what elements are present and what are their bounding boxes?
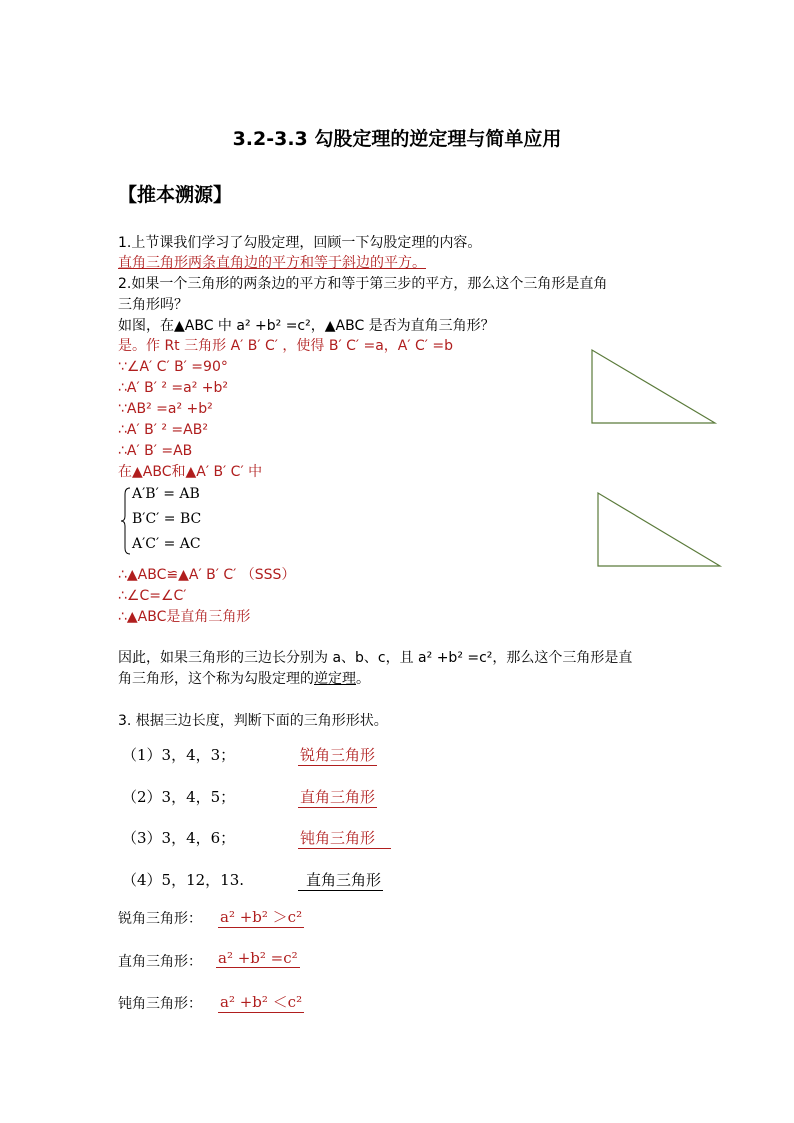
conclusion-text: 角三角形，这个称为勾股定理的 <box>118 671 314 687</box>
section-heading: 【推本溯源】 <box>118 184 233 206</box>
proof-line: ∴A′ B′ =AB <box>118 443 193 459</box>
judge-item-answer: 直角三角形 <box>300 788 376 806</box>
conclusion-line2 <box>118 669 370 689</box>
judge-item-answer: 钝角三角形 <box>298 827 391 849</box>
proof-line: ∴A′ B′ ² =AB² <box>118 422 208 438</box>
q1-text: 1.上节课我们学习了勾股定理，回顾一下勾股定理的内容。 <box>118 235 482 251</box>
proof-line: ∴▲ABC是直角三角形 <box>118 609 251 625</box>
triangle-figure-1 <box>585 345 720 430</box>
rule-formula: a² +b² =c² <box>218 949 298 967</box>
proof-line: ∴A′ B′ ² =a² +b² <box>118 380 229 396</box>
proof-line: ∴▲ABC≌▲A′ B′ C′ （SSS） <box>118 567 296 583</box>
q3-title: 3. 根据三边长度，判断下面的三角形形状。 <box>118 713 388 729</box>
equation-line: B′C′ = BC <box>132 511 202 527</box>
proof-line: ∴∠C=∠C′ <box>118 588 187 604</box>
q2-line1: 2.如果一个三角形的两条边的平方和等于第三步的平方，那么这个三角形是直角 <box>118 276 608 292</box>
q1-answer: 直角三角形两条直角边的平方和等于斜边的平方。 <box>118 255 426 271</box>
proof-line: 在▲ABC和▲A′ B′ C′ 中 <box>118 464 263 480</box>
judge-item-label: （2）3，4，5； <box>122 788 236 806</box>
equation-line: A′B′ = AB <box>132 486 200 502</box>
conclusion-end: 。 <box>356 671 370 687</box>
converse-theorem-term: 逆定理 <box>314 671 356 687</box>
rule-label: 钝角三角形： <box>118 996 202 1012</box>
conclusion-line1: 因此，如果三角形的三边长分别为 a、b、c，且 a² +b² =c²，那么这个三角形是直 <box>118 650 633 666</box>
q2-line3: 如图，在▲ABC 中 a² +b² =c²，▲ABC 是否为直角三角形？ <box>118 318 495 334</box>
rule-formula: a² +b² ＞c² <box>220 908 303 926</box>
rule-formula: a² +b² ＜c² <box>220 993 303 1011</box>
judge-item-label: （4）5，12，13. <box>122 871 245 889</box>
q2-line2: 三角形吗？ <box>118 297 188 313</box>
proof-line: ∵∠A′ C′ B′ =90° <box>118 359 228 375</box>
triangle-figure-2 <box>592 488 727 573</box>
page-title: 3.2-3.3 勾股定理的逆定理与简单应用 <box>232 128 562 150</box>
proof-line: ∵AB² =a² +b² <box>118 401 213 417</box>
rule-label: 直角三角形： <box>118 954 202 970</box>
brace-icon <box>120 486 132 556</box>
equation-line: A′C′ = AC <box>132 536 201 552</box>
judge-item-label: （3）3，4，6； <box>122 829 236 847</box>
judge-item-label: （1）3，4，3； <box>122 746 236 764</box>
judge-item-answer: 锐角三角形 <box>300 746 376 764</box>
judge-item-answer: 直角三角形 <box>298 869 383 891</box>
proof-line: 是。作 Rt 三角形 A′ B′ C′ ，使得 B′ C′ =a，A′ C′ =b <box>118 338 454 354</box>
equation-system <box>120 486 230 556</box>
rule-label: 锐角三角形： <box>118 911 202 927</box>
